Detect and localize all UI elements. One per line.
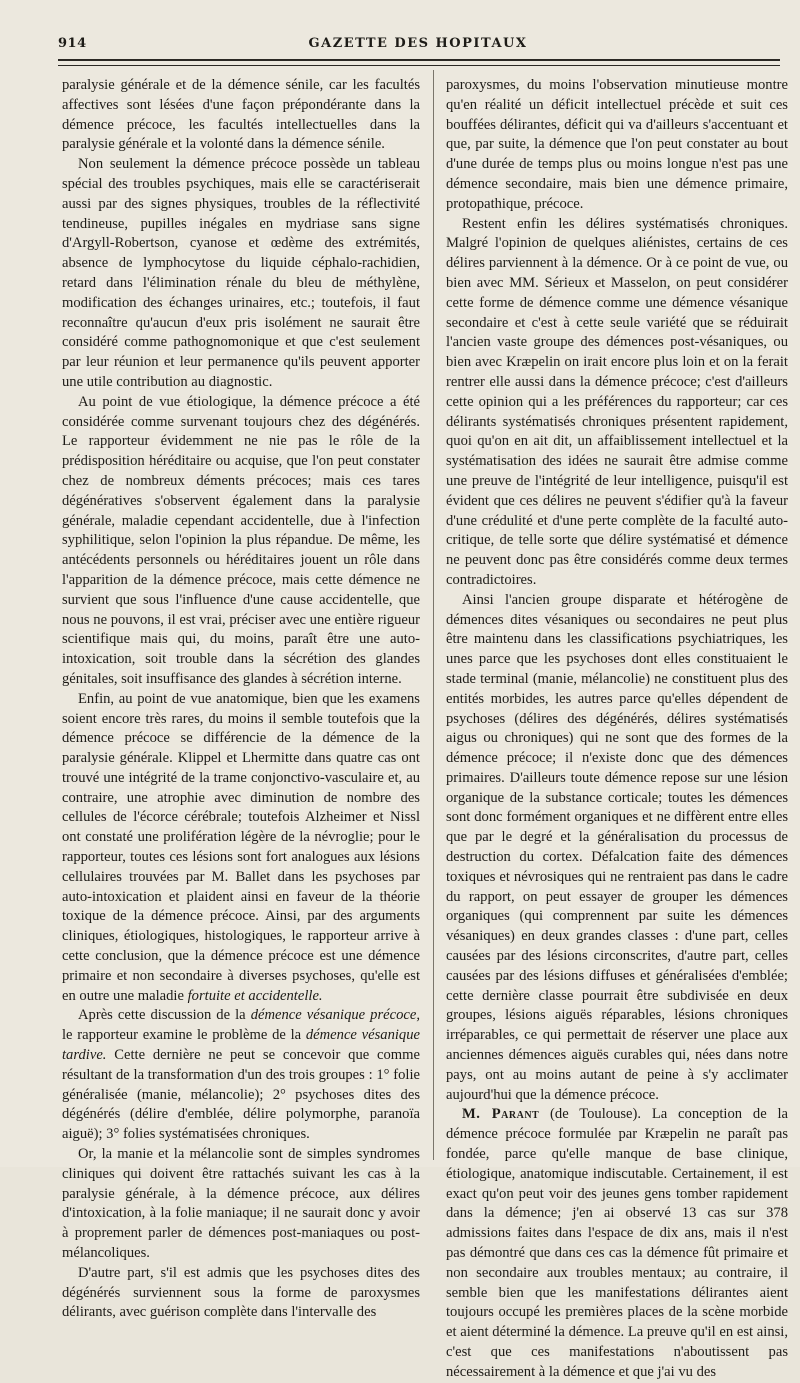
emphasis-text: démence vésanique tardive. [62,1027,420,1064]
paragraph-text: (de Toulouse). La conception de la démence précoce formulée par Kræpelin ne paraît pas fondée, parce qu'elle manque de base clinique, étiologique, anatomique indiscutable. Certainement, il est exact qu'on peut voir des jeunes gens tomber rapidement dans la démence; j'en ai observé 13 cas sur 378 admissions faites dans l'espace de dix ans, mais il n'est pas démontré que dans ces cas la démence fût primaire et non secondaire aux troubles mentaux; au contraire, il semble bien que les manifestations délirantes aient toujours occupé les premières places de la scène morbide et aient déterminé la démence. La preuve qu'il en est ainsi, c'est que ces manifestations n'aboutissent pas nécessairement à la démence et que j'ai vu des [446,1106,789,1380]
paragraph: paroxysmes, du moins l'observation minutieuse montre qu'en réalité un déficit intellectuel précède et suit ces bouffées délirantes, déficit qui va d'ailleurs s'accentuant et que, par suite, la démence que l'on peut constater au bout d'une durée de temps plus ou moins longue n'est pas une démence secondaire, mais bien une démence primaire, protopathique, précoce. [446,77,788,212]
header-rule-thin [58,65,780,66]
header-rule-thick [58,59,780,61]
column-divider [433,70,434,1160]
paragraph [62,1006,420,1145]
paragraph-text: Cette dernière ne peut se concevoir que comme résultant de la transformation d'un des trois groupes : 1° folie généralisée (manie, mélancolie); 2° psychoses dites des dégénérés (délire d'emblée, délire polymorphe, paranoïa aiguë); 3° folies systématisées chroniques. [62,1047,420,1143]
paragraph: Or, la manie et la mélancolie sont de simples syndromes cliniques qui doivent être rattachés suivant les cas à la paralysie générale, à la démence précoce, aux délires d'intoxication, à la folie maniaque; il ne saurait donc y avoir à proprement parler de démences post-maniaques ou post-mélancoliques. [62,1146,420,1262]
paragraph: Non seulement la démence précoce possède un tableau spécial des troubles psychiques, mais elle se caractériserait aussi par des signes physiques, troubles de la réflectivité tendineuse, pupilles inégales en mydriase sans signe d'Argyll-Robertson, cyanose et œdème des extrémités, absence de lymphocytose du liquide céphalo-rachidien, retard dans l'élimination rénale du bleu de méthylène, modification des échanges urinaires, etc.; toutefois, il faut reconnaître qu'aucun d'eux pris isolément ne saurait être considéré comme pathognomonique et que c'est seulement par leur réunion et leur permanence qu'ils peuvent apporter une utile contribution au diagnostic. [62,156,420,390]
speaker-name: M. Parant [462,1106,540,1123]
page-number: 914 [58,36,87,51]
paragraph [446,1105,788,1382]
paragraph-text: le rapporteur examine le problème de la [62,1027,302,1044]
running-title: GAZETTE DES HOPITAUX [308,36,528,51]
left-column [62,76,420,1321]
paragraph: Au point de vue étiologique, la démence précoce a été considérée comme survenant toujours chez des dégénérés. Le rapporteur évidemment ne nie pas le rôle de la prédisposition héréditaire ou acquise, que l'on peut constater chez de nombreux déments précoces; mais ces tares dégénératives s'observent également dans la paralysie générale, maladie cependant accidentelle, due à l'infection syphilitique, selon l'opinion la plus répandue. De même, les antécédents personnels ou héréditaires jouent un rôle dans l'apparition de la démence précoce, mais cette démence ne survient que sous l'influence d'une cause accidentelle, que nous ne pouvons, il est vrai, préciser avec une entière rigueur scientifique mais qui, du moins, paraît être une auto-intoxication, soit trouble dans la sécrétion des glandes génitales, soit insuffisance des glandes à sécrétion interne. [62,393,420,687]
paragraph-text: Enfin, au point de vue anatomique, bien que les examens soient encore très rares, du moins il semble toutefois que la démence précoce se différencie de la démence de la paralysie générale. Klippel et Lhermitte dans quatre cas ont trouvé une intégrité de la trame conjonctivo-vasculaire et, au contraire, une atrophie avec diminution de nombre des cellules de l'écorce cérébrale; toutefois Alzheimer et Nissl ont constaté une prolifération légère de la névroglie; pour le rapporteur, toutes ces lésions sont fort analogues aux lésions cellulaires trouvées par M. Ballet dans les psychoses par auto-intoxication et plaident ainsi en faveur de la théorie toxique de la démence précoce. Ainsi, par des arguments cliniques, étiologiques, histologiques, le rapporteur arrive à cette conclusion, que la démence précoce est une démence primaire et non secondaire à diverses psychoses, qu'elle est en outre une maladie [62,690,420,1004]
page-header [58,36,778,56]
paragraph-text: Après cette discussion de la [78,1007,246,1024]
right-column [446,76,789,1380]
paragraph [62,690,420,1007]
paragraph: Restent enfin les délires systématisés chroniques. Malgré l'opinion de quelques aliénistes, certains de ces délires parviennent à la démence. Or à ce point de vue, ou bien avec MM. Sérieux et Masselon, on peut considérer cette forme de démence comme une démence vésanique secondaire et c'est à cette seule variété que se réduirait l'ancien vaste groupe des démences post-vésaniques, ou bien avec Kræpelin on irait encore plus loin et on la ferait rentrer elle aussi dans la démence précoce; c'est d'ailleurs cette opinion qui a les préférences du rapporteur; car ces délirants systématisés chroniques présentent rapidement, quoi qu'on en ait dit, un affaiblissement intellectuel et la systématisation des idées ne saurait être admise comme une preuve de l'intégrité de leur intelligence, puisqu'il est évident que ces délires ne peuvent s'édifier qu'à la faveur d'une crédulité et d'une perte complète de la faculté auto-critique, de telle sorte que délire systématisé et démence ne peuvent donc pas être considérés comme deux termes contradictoires. [446,215,788,588]
emphasis-text: démence vésanique précoce, [250,1007,420,1024]
paragraph: Ainsi l'ancien groupe disparate et hétérogène de démences dites vésaniques ou secondaires ne peut plus être maintenu dans les classifications psychiatriques, les unes parce que les psychoses dont elles constituaient le stade terminal (manie, mélancolie) ne constituent plus des entités morbides, les autres parce qu'elles dépendent de psychoses (délires des dégénérés, délires systématisés aigus ou chroniques) qui ne sont que des formes de la démence précoce; il n'existe donc que des démences primaires. D'ailleurs toute démence repose sur une lésion organique de la substance corticale; toutes les démences sont donc formément organiques et ne diffèrent entre elles que par le degré et la généralisation du processus de destruction du cortex. Défalcation faite des démences toxiques et névrosiques qui ne rentraient pas dans le cadre du rapport, on peut essayer de grouper les démences organiques (qui comprennent par suite les démences vésaniques) en deux grandes classes : d'une part, celles causées par des lésions circonscrites, d'autre part, celles causées par des lésions diffuses et généralisées d'emblée; cette dernière classe pourrait être subdivisée en deux groupes, lésions aiguës réparables, lésions chroniques irréparables, ce qui permettait de réserver une place aux anciennes démences aiguës curables qui, nées dans notre pays, ont au moins autant de peine à s'y acclimater aujourd'hui que la démence précoce. [446,591,788,1103]
paragraph: D'autre part, s'il est admis que les psychoses dites des dégénérés surviennent sous la forme de paroxysmes délirants, avec guérison complète dans l'intervalle des [62,1264,420,1321]
paragraph: paralysie générale et de la démence sénile, car les facultés affectives sont lésées d'une façon prépondérante dans la démence précoce, les facultés intellectuelles dans la paralysie générale et la volonté dans la démence sénile. [62,77,420,153]
emphasis-text: fortuite et accidentelle. [187,987,323,1004]
